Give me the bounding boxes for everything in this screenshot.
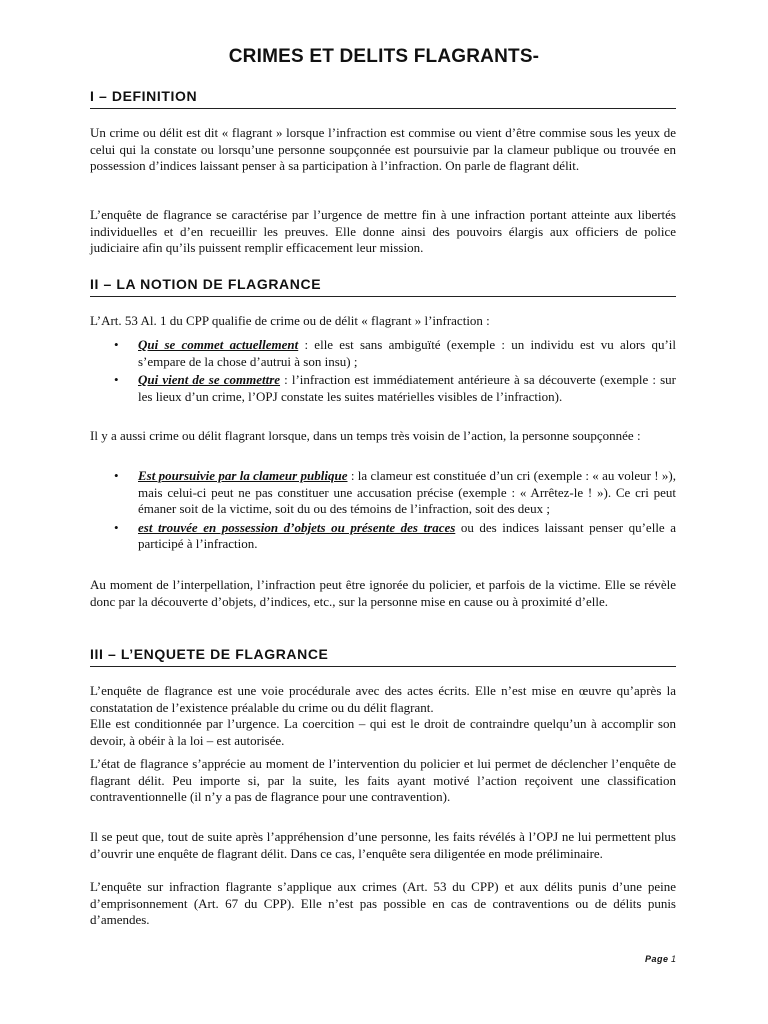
definition-paragraph-2: L’enquête de flagrance se caractérise par l’urgence de mettre fin à une infraction portant atteinte aux libertés individuelles et d’en recueillir les preuves. Elle donne ainsi des pouvoirs élargis aux officiers de police judiciaire afin qu’ils puissent remplir efficacement leur mission. [90,207,676,255]
enquete-paragraph-1: L’enquête de flagrance est une voie procédurale avec des actes écrits. Elle n’est mise en œuvre qu’après la constatation de l’existence préalable du crime ou du délit flagrant. [90,683,676,715]
criterion-term: Qui se commet actuellement [138,337,299,352]
enquete-paragraph-4: Il se peut que, tout de suite après l’appréhension d’une personne, les faits révélés à l’OPJ ne lui permettent plus d’ouvrir une enquête de flagrant délit. Dans ce cas, l’enquête sera diligentée en mode préliminaire. [90,829,676,861]
section-heading-notion-flagrance: II – LA NOTION DE FLAGRANCE [90,276,676,297]
notion-closing-paragraph: Au moment de l’interpellation, l’infraction peut être ignorée du policier, et parfois de la victime. Elle se révèle donc par la découverte d’objets, d’indices, etc., sur la personne mise en cause ou à proximité d’elle. [90,577,676,609]
document-title: CRIMES ET DELITS FLAGRANTS- [228,46,540,67]
list-item [90,337,676,370]
section-heading-enquete-flagrance: III – L’ENQUETE DE FLAGRANCE [90,646,676,667]
criterion-term: Est poursuivie par la clameur publique [138,468,348,483]
notion-middle-paragraph: Il y a aussi crime ou délit flagrant lorsque, dans un temps très voisin de l’action, la personne soupçonnée : [90,428,641,443]
page-label: Page [644,954,669,964]
criterion-text: ou des indices laissant penser qu’elle a participé à l’infraction. [138,519,677,551]
criterion-text: : elle est sans ambiguïté (exemple : un individu est vu alors qu’il s’empare de la chose d’autrui à son insu) ; [138,337,676,369]
criterion-term: Qui vient de se commettre [138,372,281,387]
notion-intro-paragraph: L’Art. 53 Al. 1 du CPP qualifie de crime ou de délit « flagrant » l’infraction : [90,313,490,328]
page-number: 1 [670,954,676,964]
flagrance-criteria-list [90,337,676,407]
page-footer [645,954,676,964]
section-heading-definition: I – DEFINITION [90,88,676,109]
enquete-paragraph-2: Elle est conditionnée par l’urgence. La coercition – qui est le droit de contraindre quelqu’un à accomplir son devoir, à obéir à la loi – est autorisée. [90,716,676,748]
bullet-icon: • [114,372,119,387]
list-item [90,372,676,405]
criterion-text: : l’infraction est immédiatement antérieure à sa découverte (exemple : sur les lieux d’un crime, l’OPJ constate les suites matérielles visibles de l’infraction). [138,372,676,404]
criterion-term: est trouvée en possession d’objets ou présente des traces [138,519,456,535]
bullet-icon: • [114,519,119,535]
definition-paragraph-1: Un crime ou délit est dit « flagrant » lorsque l’infraction est commise ou vient d’être commise sous les yeux de celui qui la constate ou lorsqu’une personne soupçonnée est poursuivie par la clameur publique ou trouvée en possession d’indices laissant penser à sa participation à l’infraction. On parle de flagrant délit. [90,125,676,173]
enquete-paragraph-5: L’enquête sur infraction flagrante s’applique aux crimes (Art. 53 du CPP) et aux délits punis d’une peine d’emprisonnement (Art. 67 du CPP). Elle n’est pas possible en cas de contraventions ou de délits punis d’amendes. [90,879,676,927]
suspect-criteria-list [90,468,676,555]
bullet-icon: • [114,468,119,483]
list-item [90,468,676,518]
bullet-icon: • [114,337,119,352]
criterion-text: : la clameur est constituée d’un cri (exemple : « au voleur ! »), mais celui-ci peut ne pas constituer une accusation précise (exemple : « Arrêtez-le ! »). Ce cri peut émaner soit de la victime, soit du ou des témoins de l’infraction, soit des deux ; [138,468,676,516]
enquete-paragraph-3: L’état de flagrance s’apprécie au moment de l’intervention du policier et lui permet de déclencher l’enquête de flagrant délit. Peu importe si, par la suite, les faits ayant motivé l’action reçoivent une classification contraventionnelle (il n’y a pas de flagrance pour une contravention). [90,756,676,804]
list-item [90,520,676,553]
